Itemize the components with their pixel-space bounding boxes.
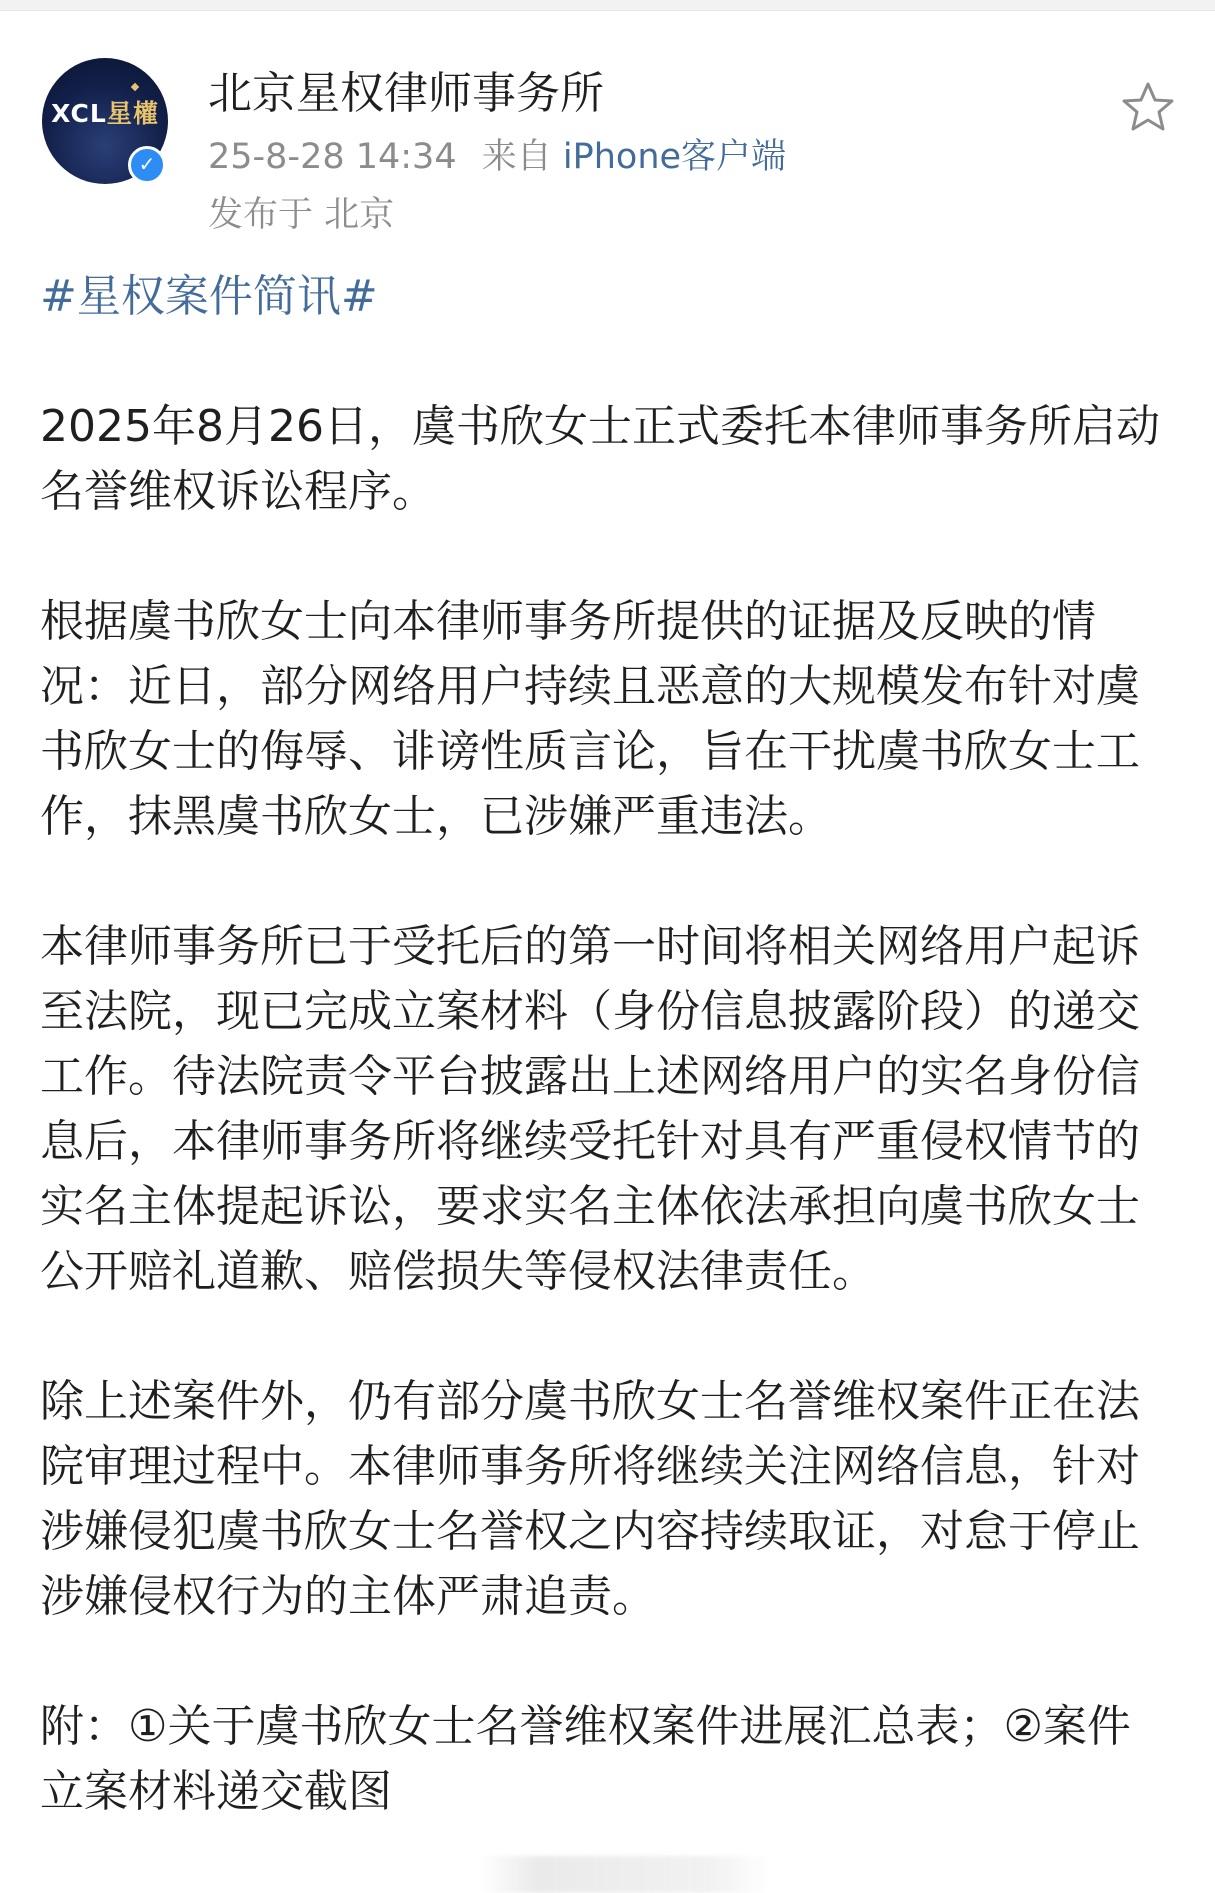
post-location: 发布于 北京: [208, 195, 395, 235]
post-paragraph: 2025年8月26日，虞书欣女士正式委托本律师事务所启动名誉维权诉讼程序。: [40, 401, 1160, 517]
avatar-star-mark: [131, 83, 139, 91]
post-timestamp: 25-8-28 14:34: [208, 137, 457, 177]
favorite-button[interactable]: [1118, 78, 1178, 138]
source-prefix: 来自: [481, 137, 552, 177]
post-header: [0, 10, 1215, 240]
avatar-container[interactable]: [42, 58, 168, 184]
post-paragraph: 除上述案件外，仍有部分虞书欣女士名誉维权案件正在法院审理过程中。本律师事务所将继续关注网络信息，针对涉嫌侵犯虞书欣女士名誉权之内容持续取证，对怠于停止涉嫌侵权行为的主体严肃追责。: [40, 1376, 1140, 1622]
post-paragraph: 根据虞书欣女士向本律师事务所提供的证据及反映的情况：近日，部分网络用户持续且恶意的大规模发布针对虞书欣女士的侮辱、诽谤性质言论，旨在干扰虞书欣女士工作，抹黑虞书欣女士，已涉嫌严重违法。: [40, 596, 1140, 842]
source-link[interactable]: iPhone客户端: [562, 137, 787, 177]
attachment-note: 附：①关于虞书欣女士名誉维权案件进展汇总表；②案件立案材料递交截图: [40, 1701, 1131, 1817]
watermark-overlay: [480, 1856, 770, 1893]
post-body: [40, 264, 1170, 1824]
account-name[interactable]: 北京星权律师事务所: [208, 68, 604, 119]
hashtag-link[interactable]: #星权案件简讯#: [40, 271, 378, 322]
post-meta: [208, 134, 786, 180]
avatar-logo: XCL星權: [51, 99, 159, 128]
post-paragraph: 本律师事务所已于受托后的第一时间将相关网络用户起诉至法院，现已完成立案材料（身份信息披露阶段）的递交工作。待法院责令平台披露出上述网络用户的实名身份信息后，本律师事务所将继续受托针对具有严重侵权情节的实名主体提起诉讼，要求实名主体依法承担向虞书欣女士公开赔礼道歉、赔偿损失等侵权法律责任。: [40, 921, 1140, 1297]
star-outline-icon[interactable]: [1118, 78, 1178, 138]
verified-check-icon: ✓: [128, 146, 166, 184]
